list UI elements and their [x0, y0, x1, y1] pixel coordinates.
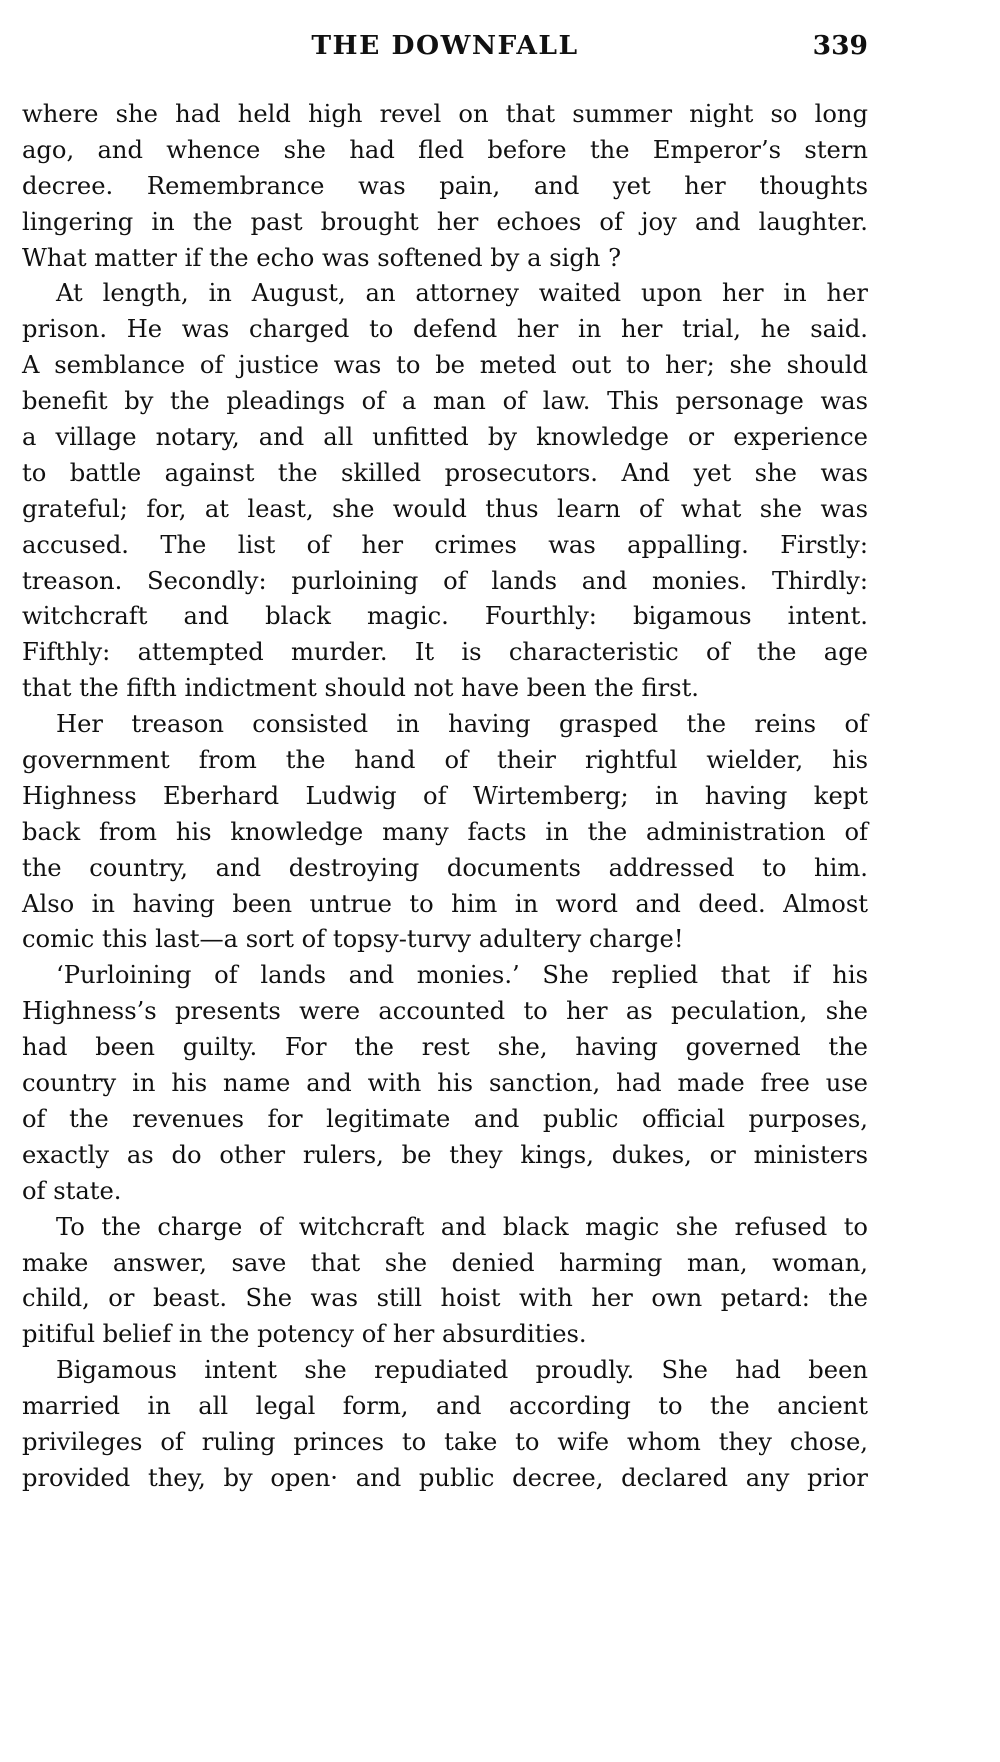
text-line: the country, and destroying documents addressed to him.	[22, 853, 868, 882]
text-line: benefit by the pleadings of a man of law. This personage was	[22, 387, 868, 416]
text-line: country in his name and with his sanction, had made free use	[22, 1069, 868, 1098]
text-line: Highness’s presents were accounted to her as peculation, she	[22, 997, 868, 1026]
text-line: ‘Purloining of lands and monies.’ She replied that if his	[56, 961, 868, 990]
text-line: exactly as do other rulers, be they kings, dukes, or ministers	[22, 1140, 868, 1169]
text-line: of state.	[22, 1176, 122, 1205]
text-line: To the charge of witchcraft and black magic she refused to	[56, 1212, 868, 1241]
running-header	[22, 30, 868, 74]
text-line: Bigamous intent she repudiated proudly. She had been	[56, 1356, 868, 1385]
text-line: At length, in August, an attorney waited upon her in her	[56, 279, 868, 308]
text-line: make answer, save that she denied harming man, woman,	[22, 1248, 868, 1277]
text-line: decree. Remembrance was pain, and yet her thoughts	[22, 171, 868, 200]
text-line: a village notary, and all unfitted by knowledge or experience	[22, 423, 868, 452]
text-line: grateful; for, at least, she would thus learn of what she was	[22, 494, 868, 523]
chapter-title: THE DOWNFALL	[311, 30, 579, 61]
paragraph	[22, 1210, 868, 1354]
text-line: to battle against the skilled prosecutors. And yet she was	[22, 458, 868, 487]
text-line: ago, and whence she had fled before the Emperor’s stern	[22, 135, 868, 164]
text-line: married in all legal form, and according to the ancient	[22, 1392, 868, 1421]
text-line: Her treason consisted in having grasped the reins of	[56, 710, 868, 739]
text-line: What matter if the echo was softened by a sigh ?	[22, 243, 622, 272]
text-line: back from his knowledge many facts in the administration of	[22, 817, 868, 846]
text-line: prison. He was charged to defend her in her trial, he said.	[22, 315, 868, 344]
text-line: privileges of ruling princes to take to wife whom they chose,	[22, 1427, 868, 1456]
text-line: that the fifth indictment should not have been the first.	[22, 674, 699, 703]
text-line: Fifthly: attempted murder. It is characteristic of the age	[22, 638, 868, 667]
text-line: lingering in the past brought her echoes of joy and laughter.	[22, 207, 868, 236]
body-text	[22, 97, 868, 1497]
paragraph	[22, 958, 868, 1209]
text-line: where she had held high revel on that summer night so long	[22, 100, 868, 128]
text-line: Highness Eberhard Ludwig of Wirtemberg; in having kept	[22, 781, 868, 810]
paragraph	[22, 1353, 868, 1497]
text-line: treason. Secondly: purloining of lands and monies. Thirdly:	[22, 566, 868, 595]
text-line: comic this last—a sort of topsy-turvy adultery charge!	[22, 925, 684, 954]
paragraph	[22, 707, 868, 958]
text-line: child, or beast. She was still hoist with her own petard: the	[22, 1284, 868, 1313]
text-line: of the revenues for legitimate and public official purposes,	[22, 1104, 868, 1133]
text-line: provided they, by open· and public decree, declared any prior	[22, 1463, 868, 1492]
text-line: had been guilty. For the rest she, having governed the	[22, 1033, 868, 1062]
text-line: pitiful belief in the potency of her absurdities.	[22, 1320, 587, 1349]
page-number: 339	[812, 30, 868, 61]
paragraph	[22, 97, 868, 276]
text-line: accused. The list of her crimes was appalling. Firstly:	[22, 530, 868, 559]
text-line: A semblance of justice was to be meted out to her; she should	[22, 351, 868, 380]
text-line: government from the hand of their rightful wielder, his	[22, 746, 868, 775]
text-line: Also in having been untrue to him in word and deed. Almost	[22, 889, 868, 918]
paragraph	[22, 276, 868, 707]
text-line: witchcraft and black magic. Fourthly: bigamous intent.	[22, 602, 868, 631]
